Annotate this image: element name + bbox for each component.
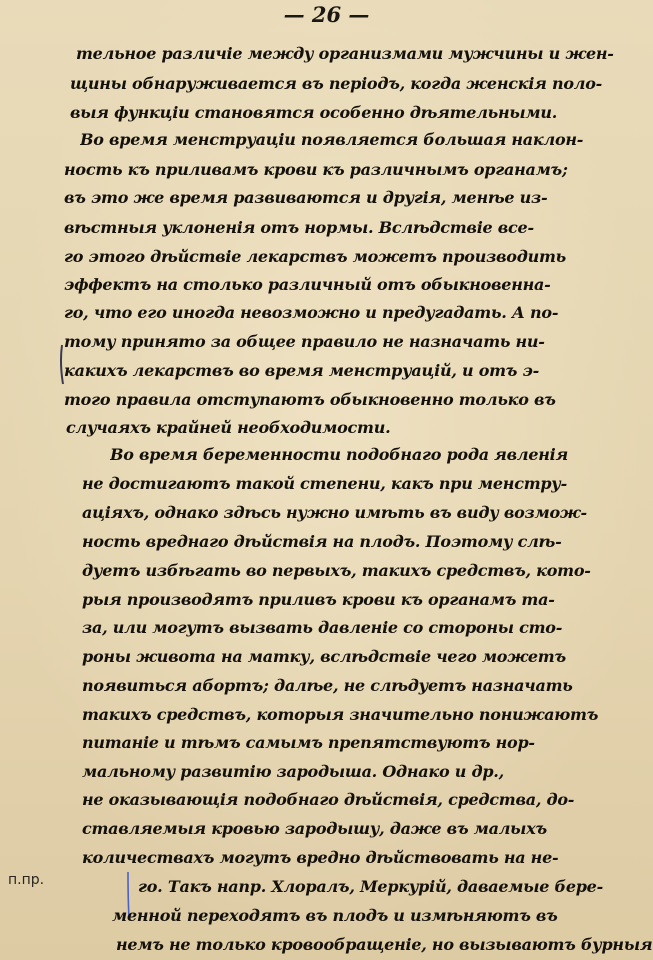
text-fragment: случаяхъ крайней необходимости. xyxy=(66,418,391,437)
text-fragment: того правила отступаютъ обыкновенно только въ xyxy=(64,390,556,409)
text-line xyxy=(66,418,653,437)
text-line xyxy=(64,361,653,380)
text-fragment: выя функціи становятся особенно дѣятельными. xyxy=(70,103,558,122)
page-number: — 26 — xyxy=(283,2,370,27)
text-line xyxy=(82,474,653,493)
text-line xyxy=(70,103,653,122)
text-line xyxy=(64,390,653,409)
text-fragment: ность вреднаго дѣйствія на плодъ. Поэтому слѣ- xyxy=(82,532,562,551)
text-line xyxy=(80,130,653,149)
text-line xyxy=(82,676,653,695)
text-line xyxy=(116,935,653,954)
text-line xyxy=(110,445,653,464)
text-line xyxy=(82,532,653,551)
text-line xyxy=(82,561,653,580)
text-line xyxy=(64,160,653,179)
text-fragment: такихъ средствъ, которыя значительно понижаютъ xyxy=(82,705,599,724)
text-line xyxy=(82,819,653,838)
underlined-term: Меркурій xyxy=(359,877,447,896)
text-line xyxy=(82,647,653,666)
text-fragment: го этого дѣйствіе лекарствъ можетъ производить xyxy=(64,247,566,266)
text-line xyxy=(64,303,653,322)
underlined-term: беременности xyxy=(202,445,341,464)
text-line xyxy=(82,705,653,724)
underlined-term: Хлоралъ xyxy=(271,877,350,896)
text-fragment: Во время xyxy=(80,130,173,149)
text-fragment: мальному развитію зародыша. Однако и др., xyxy=(82,762,504,781)
text-fragment: тому принято за общее правило не назначать ни- xyxy=(64,332,545,351)
text-line xyxy=(82,590,653,609)
text-line xyxy=(138,877,653,896)
text-line xyxy=(64,247,653,266)
text-line xyxy=(64,275,653,294)
text-line xyxy=(82,762,653,781)
text-fragment: , xyxy=(349,877,360,896)
text-fragment: немъ не только кровообращеніе, но вызываютъ бурныя xyxy=(116,935,653,954)
text-fragment: эффектъ на столько различный отъ обыкновенна- xyxy=(64,275,551,294)
text-line xyxy=(76,44,653,63)
text-fragment: аціяхъ, однако здѣсь нужно имѣть въ виду возмож- xyxy=(82,503,587,522)
underlined-term: менструаціи xyxy=(172,130,296,149)
text-line xyxy=(82,618,653,637)
text-line xyxy=(64,218,653,237)
text-fragment: не оказывающія подобнаго дѣйствія, средства, до- xyxy=(82,790,575,809)
text-fragment: какихъ лекарствъ во время менструацій, и отъ э- xyxy=(64,361,539,380)
text-fragment: подобнаго рода явленія xyxy=(340,445,568,464)
text-line xyxy=(112,906,653,925)
text-fragment: не достигаютъ такой степени, какъ при менстру- xyxy=(82,474,568,493)
text-fragment: въ это же время развиваются и другія, менѣе из- xyxy=(64,188,548,207)
text-fragment: появиться абортъ; далѣе, не слѣдуетъ назначать xyxy=(82,676,573,695)
text-line xyxy=(82,503,653,522)
text-fragment: Во время xyxy=(110,445,203,464)
text-fragment: го, что его иногда невозможно и предугадать. А по- xyxy=(64,303,559,322)
text-fragment: за, или могутъ вызвать давленіе со стороны сто- xyxy=(82,618,563,637)
text-fragment: вѣстныя уклоненія отъ нормы. Вслѣдствіе все- xyxy=(64,218,534,237)
text-fragment: количествахъ могутъ вредно дѣйствовать на не- xyxy=(82,848,559,867)
text-fragment: питаніе и тѣмъ самымъ препятствуютъ нор- xyxy=(82,733,535,752)
text-line xyxy=(82,790,653,809)
text-fragment: ность къ приливамъ крови къ различнымъ органамъ; xyxy=(64,160,568,179)
text-line xyxy=(82,848,653,867)
text-fragment: щины обнаруживается въ періодъ, когда женскія поло- xyxy=(70,74,603,93)
text-fragment: тельное различiе между организмами мужчины и жен- xyxy=(76,44,614,63)
margin-note: п.пр. xyxy=(8,872,45,888)
text-line xyxy=(82,733,653,752)
text-fragment: роны живота на матку, вслѣдствіе чего можетъ xyxy=(82,647,566,666)
text-fragment: дуетъ избѣгать во первыхъ, такихъ средствъ, кото- xyxy=(82,561,591,580)
text-line xyxy=(64,332,653,351)
text-fragment: , даваемые бере- xyxy=(446,877,603,896)
text-line xyxy=(70,74,653,93)
text-fragment: менной переходятъ въ плодъ и измѣняютъ въ xyxy=(112,906,558,925)
text-fragment: рыя производятъ приливъ крови къ органамъ та- xyxy=(82,590,555,609)
text-fragment: го. Такъ напр. xyxy=(138,877,272,896)
text-line xyxy=(64,188,653,207)
text-fragment: ставляемыя кровью зародышу, даже въ малыхъ xyxy=(82,819,547,838)
text-fragment: появляется большая наклон- xyxy=(295,130,584,149)
